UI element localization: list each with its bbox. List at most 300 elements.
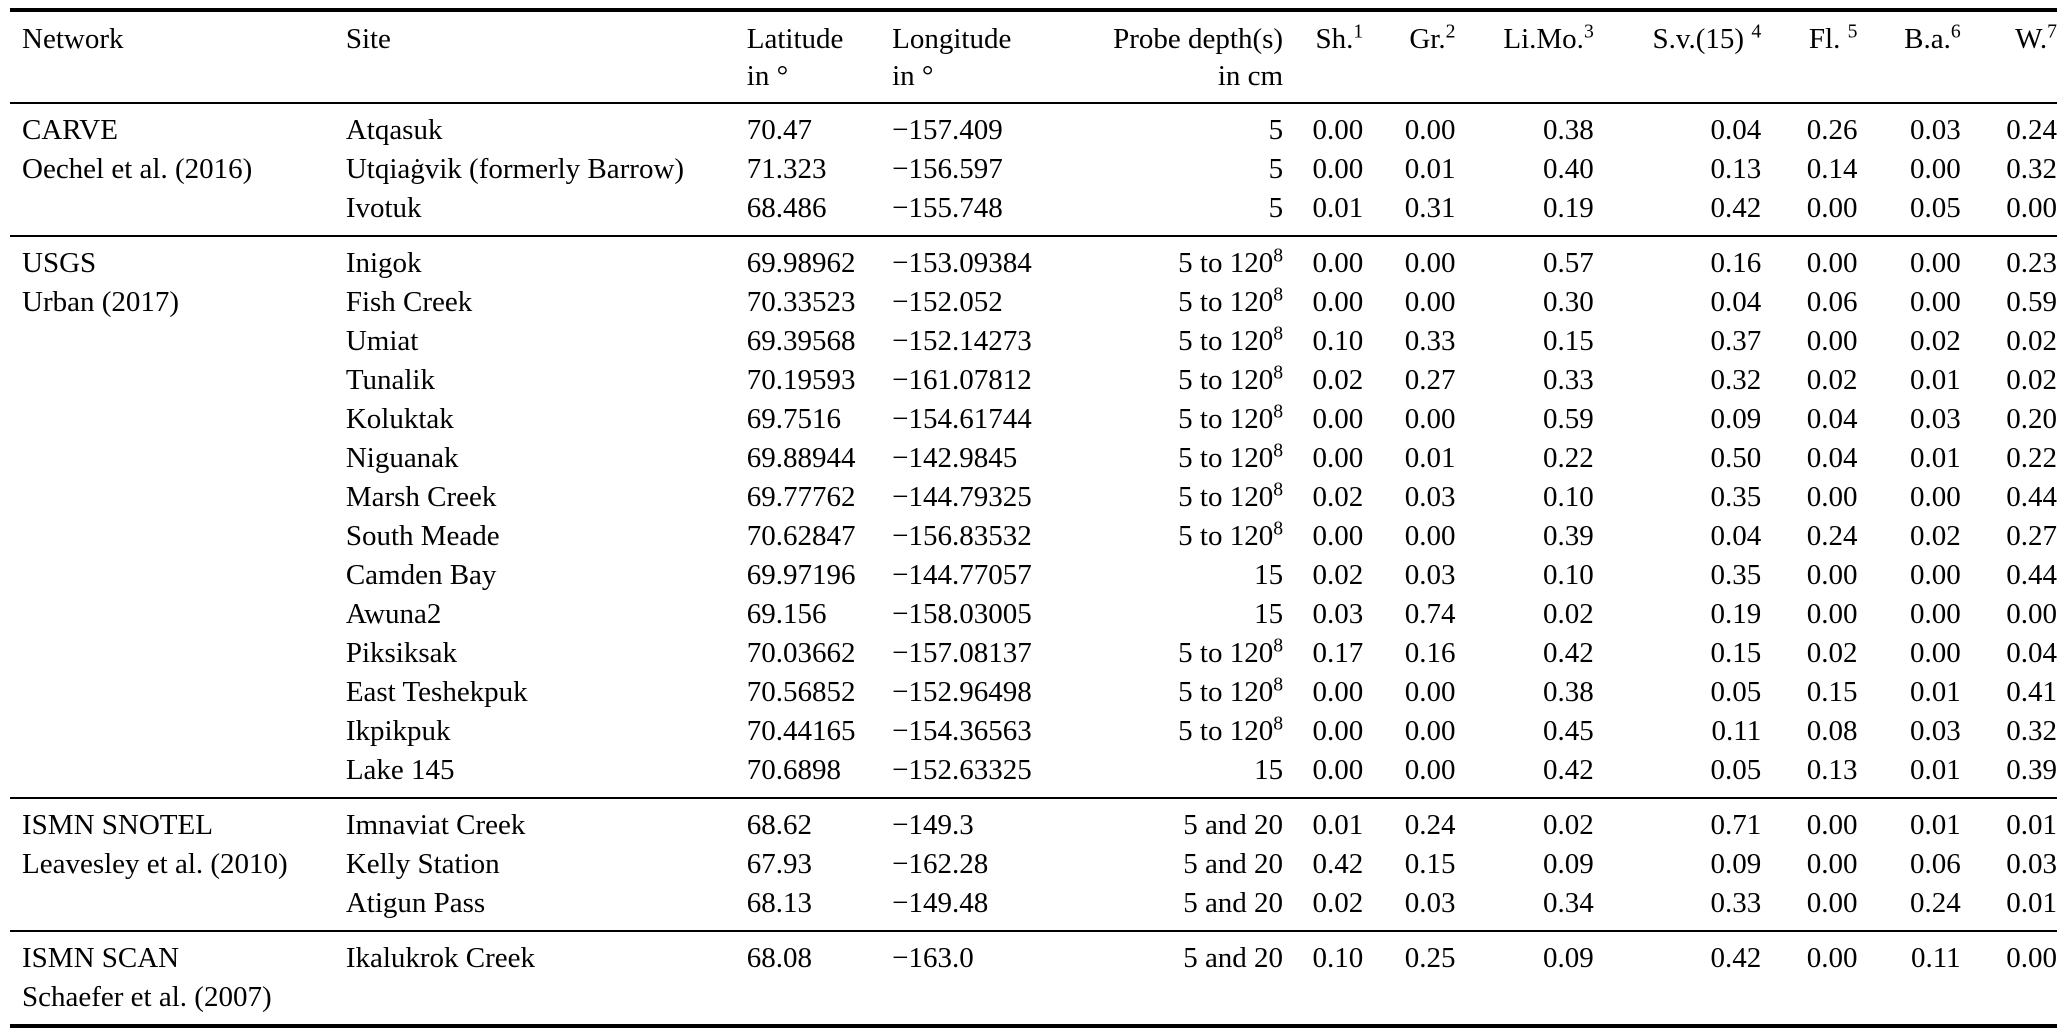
value-cell: 0.39 — [2006, 754, 2057, 786]
value-cell: 0.02 — [1806, 637, 1858, 669]
network-cell — [10, 189, 346, 236]
value-cell: 0.16 — [1404, 637, 1456, 669]
value-cell: 0.20 — [2006, 403, 2057, 435]
column-header-unit — [1455, 58, 1593, 103]
latitude-cell: 70.19593 — [746, 364, 856, 396]
site-cell: Ikpikpuk — [345, 715, 451, 747]
table-row — [10, 595, 2057, 634]
value-cell: 0.06 — [1909, 848, 1961, 880]
cell-text: 5 — [1268, 153, 1284, 185]
value-cell: 0.15 — [1404, 848, 1456, 880]
value-cell: 0.06 — [1806, 286, 1858, 318]
superscript-footnote-marker: 8 — [1273, 244, 1284, 267]
superscript-footnote-marker: 8 — [1273, 322, 1284, 345]
table-row — [10, 189, 2057, 236]
value-cell: 0.02 — [2006, 325, 2057, 357]
site-cell — [346, 978, 747, 1026]
probe-depth-cell — [1073, 478, 1284, 517]
value-cell: 0.00 — [1806, 598, 1858, 630]
superscript-footnote-marker: 3 — [1583, 20, 1594, 43]
site-cell: Tunalik — [345, 364, 435, 396]
value-cell: 0.04 — [1806, 442, 1858, 474]
table-header — [10, 10, 2057, 103]
longitude-cell: −144.79325 — [892, 481, 1032, 513]
longitude-cell: −157.409 — [892, 114, 1003, 146]
latitude-cell: 69.39568 — [746, 325, 856, 357]
value-cell: 0.00 — [1909, 153, 1961, 185]
column-header — [1283, 10, 1363, 58]
value-cell: 0.00 — [1909, 286, 1961, 318]
cell-text: 5 to 120 — [1178, 715, 1274, 747]
column-header — [1857, 10, 1960, 58]
probe-depth-cell — [1073, 673, 1284, 712]
value-cell: 0.15 — [1710, 637, 1762, 669]
value-cell: 0.00 — [1806, 247, 1858, 279]
cell-text: 5 to 120 — [1178, 481, 1274, 513]
value-cell: 0.04 — [1710, 286, 1762, 318]
value-cell: 0.44 — [2006, 559, 2057, 591]
value-cell: 0.00 — [1312, 114, 1364, 146]
table-row — [10, 517, 2057, 556]
value-cell: 0.03 — [1909, 715, 1961, 747]
cell-text: Longitude — [892, 23, 1012, 55]
value-cell: 0.00 — [1909, 481, 1961, 513]
value-cell: 0.00 — [1404, 715, 1456, 747]
value-cell: 0.11 — [1911, 942, 1961, 974]
probe-depth-cell — [1073, 595, 1284, 634]
cell-text: Network — [22, 23, 124, 55]
value-cell: 0.00 — [2006, 942, 2057, 974]
network-cell — [10, 884, 346, 931]
value-cell: 0.00 — [1312, 247, 1364, 279]
value-cell: 0.10 — [1543, 481, 1594, 513]
latitude-cell: 70.03662 — [746, 637, 856, 669]
probe-depth-cell — [1073, 884, 1284, 931]
value-cell: 0.04 — [1806, 403, 1858, 435]
value-cell: 0.41 — [2006, 676, 2057, 708]
network-group — [10, 103, 2057, 236]
superscript-footnote-marker: 8 — [1273, 400, 1284, 423]
network-cell: ISMN SNOTEL — [22, 809, 213, 841]
longitude-cell: −157.08137 — [892, 637, 1032, 669]
value-cell: 0.02 — [1312, 364, 1364, 396]
network-cell: USGS — [22, 247, 97, 279]
superscript-footnote-marker: 1 — [1353, 20, 1364, 43]
cell-text: 5 — [1268, 114, 1284, 146]
cell-text: Sh. — [1315, 23, 1354, 55]
network-cell — [10, 712, 346, 751]
value-cell: 0.50 — [1710, 442, 1762, 474]
value-cell: 0.38 — [1543, 114, 1594, 146]
column-header-unit — [1761, 58, 1857, 103]
value-cell: 0.00 — [1806, 481, 1858, 513]
value-cell: 0.00 — [2006, 192, 2057, 224]
value-cell: 0.01 — [1404, 153, 1456, 185]
probe-depth-cell — [1073, 978, 1284, 1026]
longitude-cell: −154.61744 — [892, 403, 1032, 435]
superscript-footnote-marker: 6 — [1950, 20, 1961, 43]
network-cell: Schaefer et al. (2007) — [22, 981, 272, 1013]
site-cell: Ikalukrok Creek — [345, 942, 536, 974]
table-row — [10, 400, 2057, 439]
network-cell: Leavesley et al. (2010) — [22, 848, 288, 880]
value-cell: 0.19 — [1710, 598, 1762, 630]
site-cell: Atigun Pass — [345, 887, 486, 919]
longitude-cell: −161.07812 — [892, 364, 1032, 396]
value-cell: 0.00 — [1312, 676, 1364, 708]
table-row — [10, 712, 2057, 751]
latitude-cell: 67.93 — [746, 848, 813, 880]
cell-text: 15 — [1254, 559, 1284, 591]
value-cell: 0.35 — [1710, 481, 1762, 513]
network-group — [10, 931, 2057, 1026]
table-row — [10, 673, 2057, 712]
value-cell: 0.24 — [1909, 887, 1961, 919]
cell-text: Fl. — [1808, 23, 1841, 55]
value-cell: 0.00 — [1312, 754, 1364, 786]
value-cell: 0.00 — [1404, 286, 1456, 318]
value-cell: 0.02 — [1543, 598, 1594, 630]
value-cell: 0.71 — [1710, 809, 1762, 841]
network-group — [10, 798, 2057, 931]
table-row — [10, 751, 2057, 798]
value-cell: 0.35 — [1710, 559, 1762, 591]
superscript-footnote-marker: 8 — [1273, 283, 1284, 306]
probe-depth-cell — [1073, 189, 1284, 236]
value-cell: 0.25 — [1404, 942, 1456, 974]
value-cell: 0.09 — [1710, 403, 1762, 435]
cell-text: Probe depth(s) — [1113, 23, 1284, 55]
value-cell: 0.00 — [2006, 598, 2057, 630]
value-cell: 0.13 — [1806, 754, 1858, 786]
value-cell: 0.00 — [1806, 809, 1858, 841]
cell-text: B.a. — [1904, 23, 1951, 55]
value-cell: 0.08 — [1806, 715, 1858, 747]
longitude-cell — [892, 978, 1072, 1026]
value-cell: 0.02 — [1909, 520, 1961, 552]
value-cell: 0.23 — [2006, 247, 2057, 279]
value-cell: 0.04 — [1710, 114, 1762, 146]
value-cell: 0.13 — [1710, 153, 1762, 185]
value-cell: 0.01 — [2006, 809, 2057, 841]
value-cell: 0.00 — [1806, 887, 1858, 919]
column-header-unit — [346, 58, 747, 103]
value-cell: 0.01 — [1312, 809, 1364, 841]
value-cell: 0.40 — [1543, 153, 1594, 185]
probe-depth-cell — [1073, 712, 1284, 751]
value-cell: 0.27 — [2006, 520, 2057, 552]
value-cell: 0.42 — [1543, 637, 1594, 669]
value-cell: 0.16 — [1710, 247, 1762, 279]
probe-depth-cell — [1073, 931, 1284, 978]
network-cell — [10, 634, 346, 673]
value-cell: 0.01 — [1909, 676, 1961, 708]
value-cell: 0.00 — [1312, 286, 1364, 318]
paper-table-region — [10, 8, 2057, 1028]
site-cell: Awuna2 — [345, 598, 442, 630]
network-cell: Urban (2017) — [22, 286, 180, 318]
column-header — [1363, 10, 1455, 58]
value-cell: 0.38 — [1543, 676, 1594, 708]
cell-text: 5 to 120 — [1178, 676, 1274, 708]
site-cell: Piksiksak — [345, 637, 457, 669]
table-row — [10, 845, 2057, 884]
value-cell: 0.00 — [1909, 598, 1961, 630]
value-cell: 0.15 — [1806, 676, 1858, 708]
cell-text: 5 to 120 — [1178, 637, 1274, 669]
column-header — [1073, 10, 1284, 58]
header-row-labels — [10, 10, 2057, 58]
network-cell — [10, 322, 346, 361]
network-cell: Oechel et al. (2016) — [22, 153, 253, 185]
table-row — [10, 978, 2057, 1026]
value-cell: 0.34 — [1543, 887, 1594, 919]
column-header — [747, 10, 892, 58]
value-cell: 0.00 — [1909, 559, 1961, 591]
value-cell: 0.00 — [1312, 403, 1364, 435]
value-cell: 0.11 — [1711, 715, 1762, 747]
value-cell: 0.14 — [1806, 153, 1858, 185]
longitude-cell: −152.96498 — [892, 676, 1032, 708]
value-cell: 0.31 — [1404, 192, 1456, 224]
site-cell: Niguanak — [345, 442, 459, 474]
column-header — [10, 10, 346, 58]
latitude-cell: 68.08 — [746, 942, 813, 974]
superscript-footnote-marker: 2 — [1445, 20, 1456, 43]
latitude-cell: 70.47 — [746, 114, 813, 146]
latitude-cell: 69.156 — [746, 598, 827, 630]
site-table — [10, 8, 2057, 1028]
value-cell: 0.24 — [1806, 520, 1858, 552]
value-cell: 0.44 — [2006, 481, 2057, 513]
network-cell — [10, 517, 346, 556]
site-cell: Inigok — [345, 247, 422, 279]
network-cell — [10, 751, 346, 798]
value-cell: 0.00 — [1312, 153, 1364, 185]
column-header-unit — [1594, 58, 1761, 103]
value-cell: 0.22 — [1543, 442, 1594, 474]
value-cell: 0.24 — [2006, 114, 2057, 146]
value-cell: 0.74 — [1404, 598, 1456, 630]
value-cell: 0.39 — [1543, 520, 1594, 552]
cell-text: Li.Mo. — [1503, 23, 1584, 55]
value-cell: 0.27 — [1404, 364, 1456, 396]
value-cell: 0.03 — [1909, 114, 1961, 146]
value-cell: 0.33 — [1710, 887, 1762, 919]
probe-depth-cell — [1073, 798, 1284, 845]
table-row — [10, 439, 2057, 478]
value-cell: 0.00 — [1312, 442, 1364, 474]
value-cell: 0.05 — [1710, 754, 1762, 786]
cell-text: 5 and 20 — [1183, 887, 1284, 919]
value-cell: 0.00 — [1909, 247, 1961, 279]
cell-text: 15 — [1254, 754, 1284, 786]
value-cell: 0.02 — [1909, 325, 1961, 357]
value-cell: 0.01 — [1909, 364, 1961, 396]
latitude-cell: 68.62 — [746, 809, 813, 841]
value-cell: 0.01 — [1404, 442, 1456, 474]
superscript-footnote-marker: 8 — [1273, 439, 1284, 462]
superscript-footnote-marker: 8 — [1273, 673, 1284, 696]
cell-text: W. — [2015, 23, 2048, 55]
value-cell: 0.42 — [1710, 192, 1762, 224]
longitude-cell: −149.3 — [892, 809, 974, 841]
site-cell: South Meade — [345, 520, 500, 552]
table-row — [10, 478, 2057, 517]
site-cell: Atqasuk — [345, 114, 443, 146]
longitude-cell: −162.28 — [892, 848, 989, 880]
column-header-unit — [1961, 58, 2057, 103]
value-cell — [1455, 978, 1593, 1026]
network-cell: CARVE — [22, 114, 118, 146]
value-cell: 0.01 — [1312, 192, 1364, 224]
cell-text: 5 to 120 — [1178, 247, 1274, 279]
column-header — [1455, 10, 1593, 58]
network-cell — [10, 478, 346, 517]
value-cell: 0.00 — [1806, 325, 1858, 357]
latitude-cell: 69.97196 — [746, 559, 856, 591]
table-row — [10, 322, 2057, 361]
value-cell: 0.26 — [1806, 114, 1858, 146]
value-cell: 0.10 — [1312, 325, 1364, 357]
longitude-cell: −156.83532 — [892, 520, 1032, 552]
value-cell: 0.33 — [1543, 364, 1594, 396]
column-header-unit — [1857, 58, 1960, 103]
value-cell: 0.32 — [2006, 153, 2057, 185]
column-header — [1761, 10, 1857, 58]
longitude-cell: −156.597 — [892, 153, 1003, 185]
value-cell: 0.02 — [1806, 364, 1858, 396]
table-row — [10, 361, 2057, 400]
value-cell: 0.00 — [1404, 403, 1456, 435]
longitude-cell: −144.77057 — [892, 559, 1032, 591]
table-row — [10, 283, 2057, 322]
value-cell: 0.17 — [1312, 637, 1364, 669]
value-cell: 0.09 — [1543, 848, 1594, 880]
probe-depth-cell — [1073, 556, 1284, 595]
value-cell: 0.01 — [1909, 754, 1961, 786]
site-cell: Umiat — [345, 325, 419, 357]
network-cell — [10, 361, 346, 400]
longitude-cell: −152.052 — [892, 286, 1003, 318]
value-cell: 0.03 — [1312, 598, 1364, 630]
header-row-units — [10, 58, 2057, 103]
table-row — [10, 556, 2057, 595]
value-cell: 0.22 — [2006, 442, 2057, 474]
probe-depth-cell — [1073, 103, 1284, 150]
column-header-unit — [1283, 58, 1363, 103]
value-cell: 0.32 — [1710, 364, 1762, 396]
table-row — [10, 150, 2057, 189]
value-cell: 0.04 — [1710, 520, 1762, 552]
cell-text: 5 to 120 — [1178, 286, 1274, 318]
site-cell: Marsh Creek — [345, 481, 497, 513]
value-cell: 0.00 — [1909, 637, 1961, 669]
value-cell: 0.00 — [1404, 114, 1456, 146]
table-row — [10, 884, 2057, 931]
latitude-cell: 69.77762 — [746, 481, 856, 513]
value-cell: 0.59 — [2006, 286, 2057, 318]
site-cell: Camden Bay — [345, 559, 497, 591]
site-cell: Imnaviat Creek — [345, 809, 526, 841]
value-cell: 0.00 — [1404, 520, 1456, 552]
site-cell: Koluktak — [345, 403, 454, 435]
value-cell: 0.42 — [1710, 942, 1762, 974]
superscript-footnote-marker: 8 — [1273, 517, 1284, 540]
value-cell: 0.00 — [1806, 942, 1858, 974]
network-group — [10, 236, 2057, 798]
cell-text: 15 — [1254, 598, 1284, 630]
superscript-footnote-marker: 5 — [1847, 20, 1858, 43]
value-cell: 0.15 — [1543, 325, 1594, 357]
value-cell: 0.37 — [1710, 325, 1762, 357]
value-cell: 0.03 — [1404, 887, 1456, 919]
value-cell: 0.01 — [1909, 442, 1961, 474]
value-cell: 0.02 — [1312, 559, 1364, 591]
latitude-cell: 68.486 — [746, 192, 827, 224]
value-cell — [1363, 978, 1455, 1026]
superscript-footnote-marker: 8 — [1273, 361, 1284, 384]
superscript-footnote-marker: 7 — [2047, 20, 2057, 43]
value-cell: 0.33 — [1404, 325, 1456, 357]
site-cell: Lake 145 — [345, 754, 455, 786]
cell-text: 5 to 120 — [1178, 442, 1274, 474]
site-cell: Utqiaġvik (formerly Barrow) — [345, 153, 685, 185]
value-cell: 0.00 — [1806, 848, 1858, 880]
value-cell — [1961, 978, 2057, 1026]
value-cell: 0.09 — [1543, 942, 1594, 974]
latitude-cell: 70.44165 — [746, 715, 856, 747]
cell-text: 5 — [1268, 192, 1284, 224]
value-cell: 0.03 — [1909, 403, 1961, 435]
value-cell: 0.01 — [1909, 809, 1961, 841]
value-cell: 0.10 — [1312, 942, 1364, 974]
cell-text: 5 and 20 — [1183, 809, 1284, 841]
cell-text: 5 and 20 — [1183, 942, 1284, 974]
superscript-footnote-marker: 8 — [1273, 634, 1284, 657]
probe-depth-cell — [1073, 150, 1284, 189]
longitude-cell: −155.748 — [892, 192, 1003, 224]
value-cell: 0.10 — [1543, 559, 1594, 591]
value-cell: 0.59 — [1543, 403, 1594, 435]
latitude-cell: 70.62847 — [746, 520, 856, 552]
value-cell: 0.30 — [1543, 286, 1594, 318]
probe-depth-cell — [1073, 751, 1284, 798]
probe-depth-cell — [1073, 845, 1284, 884]
value-cell: 0.24 — [1404, 809, 1456, 841]
network-cell — [10, 595, 346, 634]
probe-depth-cell — [1073, 322, 1284, 361]
value-cell: 0.04 — [2006, 637, 2057, 669]
site-cell: Kelly Station — [345, 848, 500, 880]
network-cell — [10, 673, 346, 712]
latitude-cell: 69.98962 — [746, 247, 856, 279]
column-header — [892, 10, 1072, 58]
table-row — [10, 634, 2057, 673]
network-cell: ISMN SCAN — [22, 942, 180, 974]
value-cell — [1283, 978, 1363, 1026]
value-cell: 0.03 — [1404, 559, 1456, 591]
latitude-cell: 68.13 — [746, 887, 813, 919]
network-cell — [10, 439, 346, 478]
value-cell — [1761, 978, 1857, 1026]
value-cell: 0.19 — [1543, 192, 1594, 224]
network-cell — [10, 556, 346, 595]
value-cell: 0.00 — [1404, 247, 1456, 279]
value-cell: 0.00 — [1312, 715, 1364, 747]
table-row — [10, 236, 2057, 283]
value-cell: 0.32 — [2006, 715, 2057, 747]
